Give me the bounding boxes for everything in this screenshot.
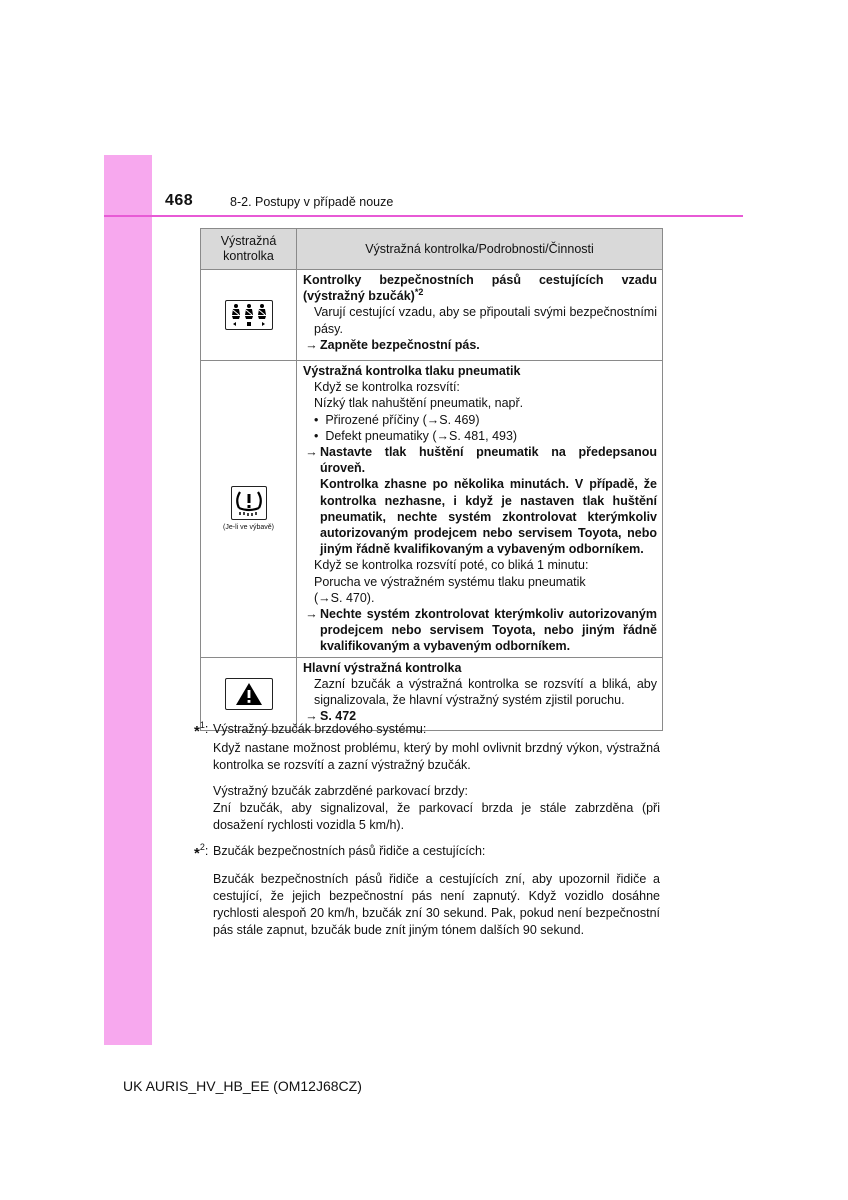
rear-seatbelt-reminder-icon <box>225 300 273 330</box>
cause-text: Porucha ve výstražném systému tlaku pneumatik <box>314 574 586 589</box>
row-title: Hlavní výstražná kontrolka <box>303 660 462 675</box>
row-title: Výstražná kontrolka tlaku pneumatik <box>303 364 521 378</box>
column-header-light: Výstražná kontrolka <box>201 229 297 270</box>
action-line: → S. 472 <box>305 709 357 724</box>
icon-cell <box>201 270 297 361</box>
page-reference: (→S. 470). <box>314 590 375 605</box>
row-description: Varují cestující vzadu, aby se připoutali svými bezpečnostními pásy. <box>314 305 657 336</box>
master-warning-icon <box>225 678 273 710</box>
footnote-title: Výstražný bzučák brzdového systému: <box>213 722 427 736</box>
side-color-bar <box>104 155 152 1045</box>
row-details <box>297 657 663 730</box>
action-line: → Nastavte tlak huštění pneumatik na předepsanou úroveň. <box>305 445 657 476</box>
table-header-row <box>201 229 663 270</box>
footnote-text: Bzučák bezpečnostních pásů řidiče a cestujících zní, aby upozornil řidiče a cestující, že jejich bezpečnostní pás není zapnutý. Když vozidlo dosáhne rychlosti alespoň 20 km/h, bzučák zní 30 sekund. Pak, pokud není bezpečnostní pás stále zapnut, bzučák bude znít jiným tónem dalších 90 sekund. <box>213 872 660 937</box>
action-continuation: Kontrolka zhasne po několika minutách. V případě, že kontrolka nezhasne, i když je nastaven tlak huštění pneumatik, nechte systém zkontrolovat kterýmkoliv autorizovaným prodejcem nebo servisem Toyota, nebo jiným řádně kvalifikovaným a vybaveným odborníkem. <box>320 477 657 557</box>
icon-cell <box>201 657 297 730</box>
cause-text: Nízký tlak nahuštění pneumatik, např. <box>314 396 524 411</box>
footnote-2: *$^2$: Bzučák bezpečnostních pásů řidiče a cestujících: <box>194 841 486 862</box>
table-row <box>201 361 663 658</box>
footnote-title: Výstražný bzučák zabrzděné parkovací brzdy: <box>213 784 468 798</box>
list-item: • Přirozené příčiny (→S. 469) <box>314 412 480 427</box>
table-row <box>201 657 663 730</box>
action-line: → Nechte systém zkontrolovat kterýmkoliv autorizovaným prodejcem nebo servisem Toyota, nebo jiným řádně kvalifikovaným a vybaveným odborníkem. <box>305 607 657 654</box>
footnote-text: Když nastane možnost problému, který by mohl ovlivnit brzdný výkon, výstražná kontrolka se rozsvítí a zazní výstražný bzučák. <box>213 741 660 772</box>
tire-pressure-warning-icon <box>231 486 267 520</box>
condition-text: Když se kontrolka rozsvítí: <box>314 380 460 395</box>
condition-text: Když se kontrolka rozsvítí poté, co bliká 1 minutu: <box>314 558 589 573</box>
list-item: • Defekt pneumatiky (→S. 481, 493) <box>314 428 518 443</box>
footnotes <box>194 721 660 939</box>
row-description: Zazní bzučák a výstražná kontrolka se rozsvítí a bliká, aby signalizovala, že hlavní výstražný systém zjistil poruchu. <box>314 676 657 708</box>
row-details <box>297 361 663 658</box>
row-details <box>297 270 663 361</box>
warning-lights-table <box>200 228 663 731</box>
icon-cell <box>201 361 297 658</box>
icon-caption: (Je-li ve výbavě) <box>223 524 274 532</box>
footnote-text: Zní bzučák, aby signalizoval, že parkovací brzda je stále zabrzděna (při dosažení rychlosti vozidla 5 km/h). <box>213 801 660 832</box>
column-header-details: Výstražná kontrolka/Podrobnosti/Činnosti <box>297 229 663 270</box>
footnote-1: *$^1$: Výstražný bzučák brzdového systému: <box>194 719 427 740</box>
row-title: Kontrolky bezpečnostních pásů cestujících vzadu (výstražný bzučák)$^{*2}$ <box>303 273 657 304</box>
section-title: 8-2. Postupy v případě nouze <box>230 195 394 209</box>
table-row <box>201 270 663 361</box>
page-number: 468 <box>165 192 194 209</box>
footnote-title: Bzučák bezpečnostních pásů řidiče a cestujících: <box>213 844 486 858</box>
header-rule <box>104 215 743 217</box>
action-line: → Zapněte bezpečnostní pás. <box>305 337 480 352</box>
document-code: UK AURIS_HV_HB_EE (OM12J68CZ) <box>123 1078 362 1094</box>
